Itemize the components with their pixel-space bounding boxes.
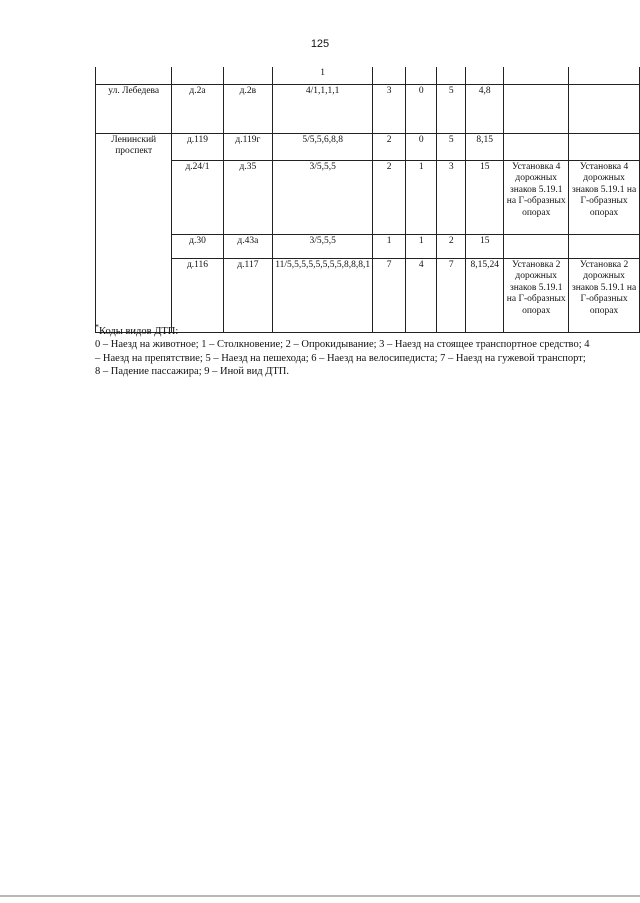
count-cell: 0 <box>406 133 437 160</box>
accident-codes-cell: 3/5,5,5 <box>273 160 373 234</box>
dtp-table <box>95 67 640 333</box>
measure-cell <box>569 133 640 160</box>
measure-cell <box>569 67 640 84</box>
street-cell: Ленинский проспект <box>96 133 172 332</box>
table-row <box>96 234 640 258</box>
from-house-cell: д.119 <box>172 133 223 160</box>
to-house-cell: д.35 <box>223 160 273 234</box>
table-row <box>96 258 640 332</box>
from-house-cell <box>172 67 223 84</box>
count-cell: 1 <box>373 234 406 258</box>
measure-cell <box>504 84 569 133</box>
footnote <box>95 322 615 379</box>
from-house-cell: д.2а <box>172 84 223 133</box>
footnote-title-text: Коды видов ДТП: <box>99 326 179 337</box>
count-cell <box>437 67 466 84</box>
count-cell: 8,15 <box>466 133 504 160</box>
measure-cell <box>569 234 640 258</box>
count-cell: 4,8 <box>466 84 504 133</box>
count-cell <box>406 67 437 84</box>
count-cell: 15 <box>466 160 504 234</box>
street-cell: ул. Лебедева <box>96 84 172 133</box>
measure-cell: Установка 2 дорожных знаков 5.19.1 на Г-образных опорах <box>569 258 640 332</box>
street-cell <box>96 67 172 84</box>
count-cell: 2 <box>373 133 406 160</box>
measure-cell <box>569 84 640 133</box>
to-house-cell: д.43а <box>223 234 273 258</box>
table-row <box>96 133 640 160</box>
table-row <box>96 160 640 234</box>
from-house-cell: д.30 <box>172 234 223 258</box>
accident-codes-cell: 3/5,5,5 <box>273 234 373 258</box>
measure-cell: Установка 4 дорожных знаков 5.19.1 на Г-образных опорах <box>504 160 569 234</box>
count-cell: 2 <box>373 160 406 234</box>
count-cell: 0 <box>406 84 437 133</box>
table-row <box>96 67 640 84</box>
count-cell: 1 <box>406 160 437 234</box>
count-cell: 1 <box>406 234 437 258</box>
measure-cell <box>504 234 569 258</box>
scan-edge-line <box>0 895 640 897</box>
count-cell: 2 <box>437 234 466 258</box>
measure-cell: Установка 2 дорожных знаков 5.19.1 на Г-образных опорах <box>504 258 569 332</box>
count-cell <box>373 67 406 84</box>
accident-codes-cell: 5/5,5,6,8,8 <box>273 133 373 160</box>
accident-codes-cell: 11/5,5,5,5,5,5,5,5,8,8,8,1 <box>273 258 373 332</box>
accident-codes-cell: 1 <box>273 67 373 84</box>
to-house-cell: д.119г <box>223 133 273 160</box>
from-house-cell: д.24/1 <box>172 160 223 234</box>
count-cell: 15 <box>466 234 504 258</box>
accident-codes-cell: 4/1,1,1,1 <box>273 84 373 133</box>
footnote-line: 0 – Наезд на животное; 1 – Столкновение; 2 – Опрокидывание; 3 – Наезд на стоящее транспортное средство; 4 <box>95 339 590 351</box>
count-cell: 3 <box>373 84 406 133</box>
count-cell: 7 <box>437 258 466 332</box>
to-house-cell: д.117 <box>223 258 273 332</box>
table-row <box>96 84 640 133</box>
footnote-title <box>95 322 615 338</box>
count-cell: 4 <box>406 258 437 332</box>
footnote-star: * <box>95 322 99 332</box>
count-cell: 7 <box>373 258 406 332</box>
to-house-cell <box>223 67 273 84</box>
page-number: 125 <box>310 38 330 50</box>
to-house-cell: д.2в <box>223 84 273 133</box>
count-cell <box>466 67 504 84</box>
count-cell: 5 <box>437 84 466 133</box>
count-cell: 8,15,24 <box>466 258 504 332</box>
from-house-cell: д.116 <box>172 258 223 332</box>
footnote-line: 8 – Падение пассажира; 9 – Иной вид ДТП. <box>95 366 290 378</box>
measure-cell <box>504 67 569 84</box>
measure-cell: Установка 4 дорожных знаков 5.19.1 на Г-образных опорах <box>569 160 640 234</box>
count-cell: 3 <box>437 160 466 234</box>
measure-cell <box>504 133 569 160</box>
count-cell: 5 <box>437 133 466 160</box>
footnote-line: – Наезд на препятствие; 5 – Наезд на пешехода; 6 – Наезд на велосипедиста; 7 – Наезд на гужевой транспорт; <box>95 352 586 364</box>
